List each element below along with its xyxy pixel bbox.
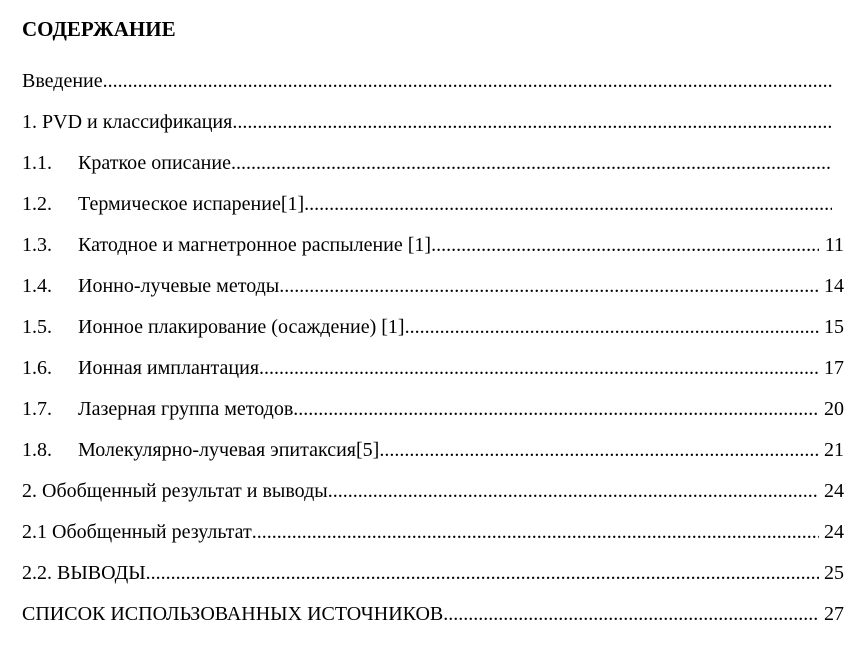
toc-entry-number: 2. xyxy=(22,480,37,502)
toc-entry[interactable] xyxy=(22,390,844,431)
toc-entry-title: Введение xyxy=(22,70,103,92)
toc-entry[interactable] xyxy=(22,308,844,349)
toc-entry-page-number: 21 xyxy=(824,439,844,461)
dot-leader xyxy=(293,390,819,428)
toc-entry[interactable] xyxy=(22,267,844,308)
toc-entry-page-number: 11 xyxy=(824,234,844,256)
toc-entry-title: Термическое испарение[1] xyxy=(78,193,305,215)
dot-leader xyxy=(279,267,819,305)
toc-entry-page-number: 24 xyxy=(824,480,844,502)
toc-entry-page-number: 15 xyxy=(824,316,844,338)
toc-entry-number: 1.3. xyxy=(22,234,52,256)
toc-entry-page-number: 20 xyxy=(824,398,844,420)
toc-entry[interactable] xyxy=(22,185,844,226)
toc-entry-page-number: 24 xyxy=(824,521,844,543)
toc-entry-number: 1.2. xyxy=(22,193,52,215)
dot-leader xyxy=(304,185,832,223)
dot-leader xyxy=(232,103,832,141)
toc-entry-title: PVD и классификация xyxy=(42,111,233,133)
toc-entry-number: 1.5. xyxy=(22,316,52,338)
toc-entry-title: Обобщенный результат и выводы xyxy=(42,480,328,502)
toc-entry[interactable] xyxy=(22,431,844,472)
dot-leader xyxy=(405,308,819,346)
toc-entry-number: 1.8. xyxy=(22,439,52,461)
toc-entry-number: 1.1. xyxy=(22,152,52,174)
toc-entry-title: ВЫВОДЫ xyxy=(57,562,146,584)
toc-heading: СОДЕРЖАНИЕ xyxy=(22,17,176,41)
toc-entry-title: Краткое описание xyxy=(78,152,231,174)
dot-leader xyxy=(146,554,819,592)
toc-entry-page-number: 27 xyxy=(824,603,844,625)
toc-entry-title: Ионно-лучевые методы xyxy=(78,275,280,297)
dot-leader xyxy=(231,144,832,182)
toc-entry-title: Молекулярно-лучевая эпитаксия[5] xyxy=(78,439,380,461)
toc-entry[interactable] xyxy=(22,103,844,144)
toc-entry-page-number: 25 xyxy=(824,562,844,584)
dot-leader xyxy=(259,349,819,387)
toc-entry-title: СПИСОК ИСПОЛЬЗОВАННЫХ ИСТОЧНИКОВ xyxy=(22,603,444,625)
toc-entry-number: 1. xyxy=(22,111,37,133)
toc-entry[interactable] xyxy=(22,472,844,513)
toc-entry-page-number: 17 xyxy=(824,357,844,379)
toc-entry-number: 1.4. xyxy=(22,275,52,297)
dot-leader xyxy=(379,431,819,469)
toc-entry[interactable] xyxy=(22,595,844,636)
dot-leader xyxy=(252,513,819,551)
toc-entry[interactable] xyxy=(22,349,844,390)
toc-entry-title: Катодное и магнетронное распыление [1] xyxy=(78,234,432,256)
dot-leader xyxy=(431,226,819,264)
toc-entry-title: Обобщенный результат xyxy=(52,521,252,543)
toc-entry-number: 2.1 xyxy=(22,521,47,543)
toc-entry-title: Ионная имплантация xyxy=(78,357,260,379)
dot-leader xyxy=(103,62,832,100)
toc-entry-title: Лазерная группа методов xyxy=(78,398,294,420)
toc-entry-number: 2.2. xyxy=(22,562,52,584)
toc-entry-title: Ионное плакирование (осаждение) [1] xyxy=(78,316,405,338)
dot-leader xyxy=(443,595,819,633)
toc-entry-number: 1.7. xyxy=(22,398,52,420)
dot-leader xyxy=(328,472,819,510)
toc-entry[interactable] xyxy=(22,62,844,103)
toc-entry[interactable] xyxy=(22,144,844,185)
toc-entry-number: 1.6. xyxy=(22,357,52,379)
toc-entry[interactable] xyxy=(22,226,844,267)
toc-entry[interactable] xyxy=(22,513,844,554)
toc-entry[interactable] xyxy=(22,554,844,595)
toc-entry-page-number: 14 xyxy=(824,275,844,297)
